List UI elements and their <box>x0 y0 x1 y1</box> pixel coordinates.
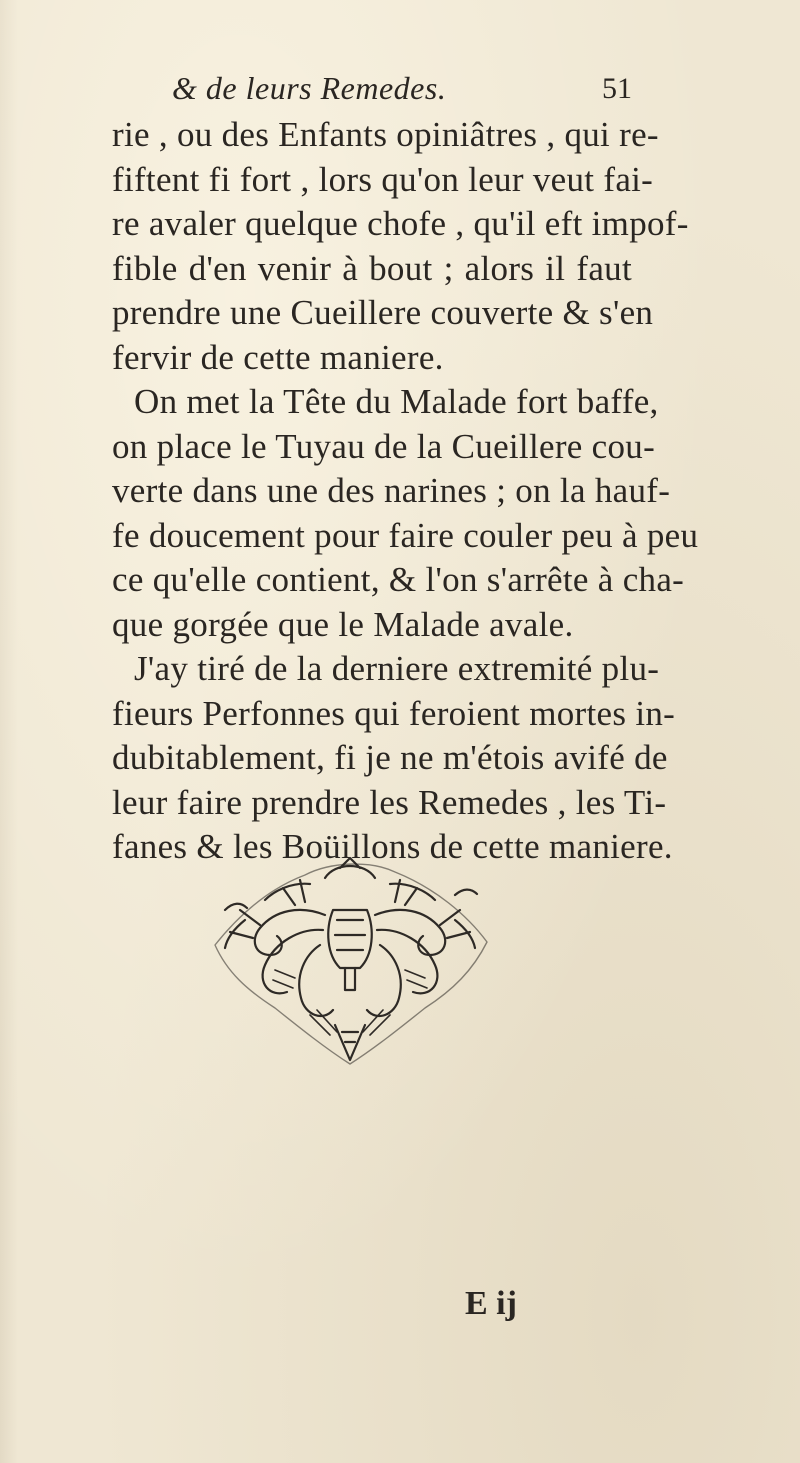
text-line: que gorgée que le Malade avale. <box>112 604 574 644</box>
paragraph-start-line: J'ay tiré de la derniere extremité plu- <box>134 649 660 688</box>
text-line: fanes & les Boüillons de cette maniere. <box>112 827 673 866</box>
text-line: re avaler quelque chofe , qu'il eft impof- <box>112 204 689 243</box>
text-line: ce qu'elle contient, & l'on s'arrête à cha- <box>112 560 685 599</box>
running-head-title: & de leurs Remedes. <box>172 70 447 106</box>
text-line: dubitablement, fi je ne m'étois avifé de <box>112 738 668 777</box>
page-number: 51 <box>602 72 632 105</box>
text-line: verte dans une des narines ; on la hauf- <box>112 471 671 510</box>
running-head <box>172 70 632 110</box>
text-line: fible d'en venir à bout ; alors il faut <box>112 248 632 288</box>
signature-mark: E ij <box>465 1285 517 1322</box>
text-line: on place le Tuyau de la Cueillere cou- <box>112 426 656 466</box>
floral-ornament-icon <box>205 850 495 1070</box>
text-line: fiftent fi fort , lors qu'on leur veut fai- <box>112 159 654 199</box>
text-line: prendre une Cueillere couverte & s'en <box>112 293 654 332</box>
text-line: fervir de cette maniere. <box>112 337 444 377</box>
text-line: rie , ou des Enfants opiniâtres , qui re- <box>112 115 659 154</box>
paragraph-start-line: On met la Tête du Malade fort baffe, <box>134 382 659 421</box>
text-line: fe doucement pour faire couler peu à peu <box>112 515 699 555</box>
text-line: fieurs Perfonnes qui feroient mortes in- <box>112 693 676 733</box>
text-line: leur faire prendre les Remedes , les Ti- <box>112 782 667 822</box>
body-text <box>112 113 699 870</box>
